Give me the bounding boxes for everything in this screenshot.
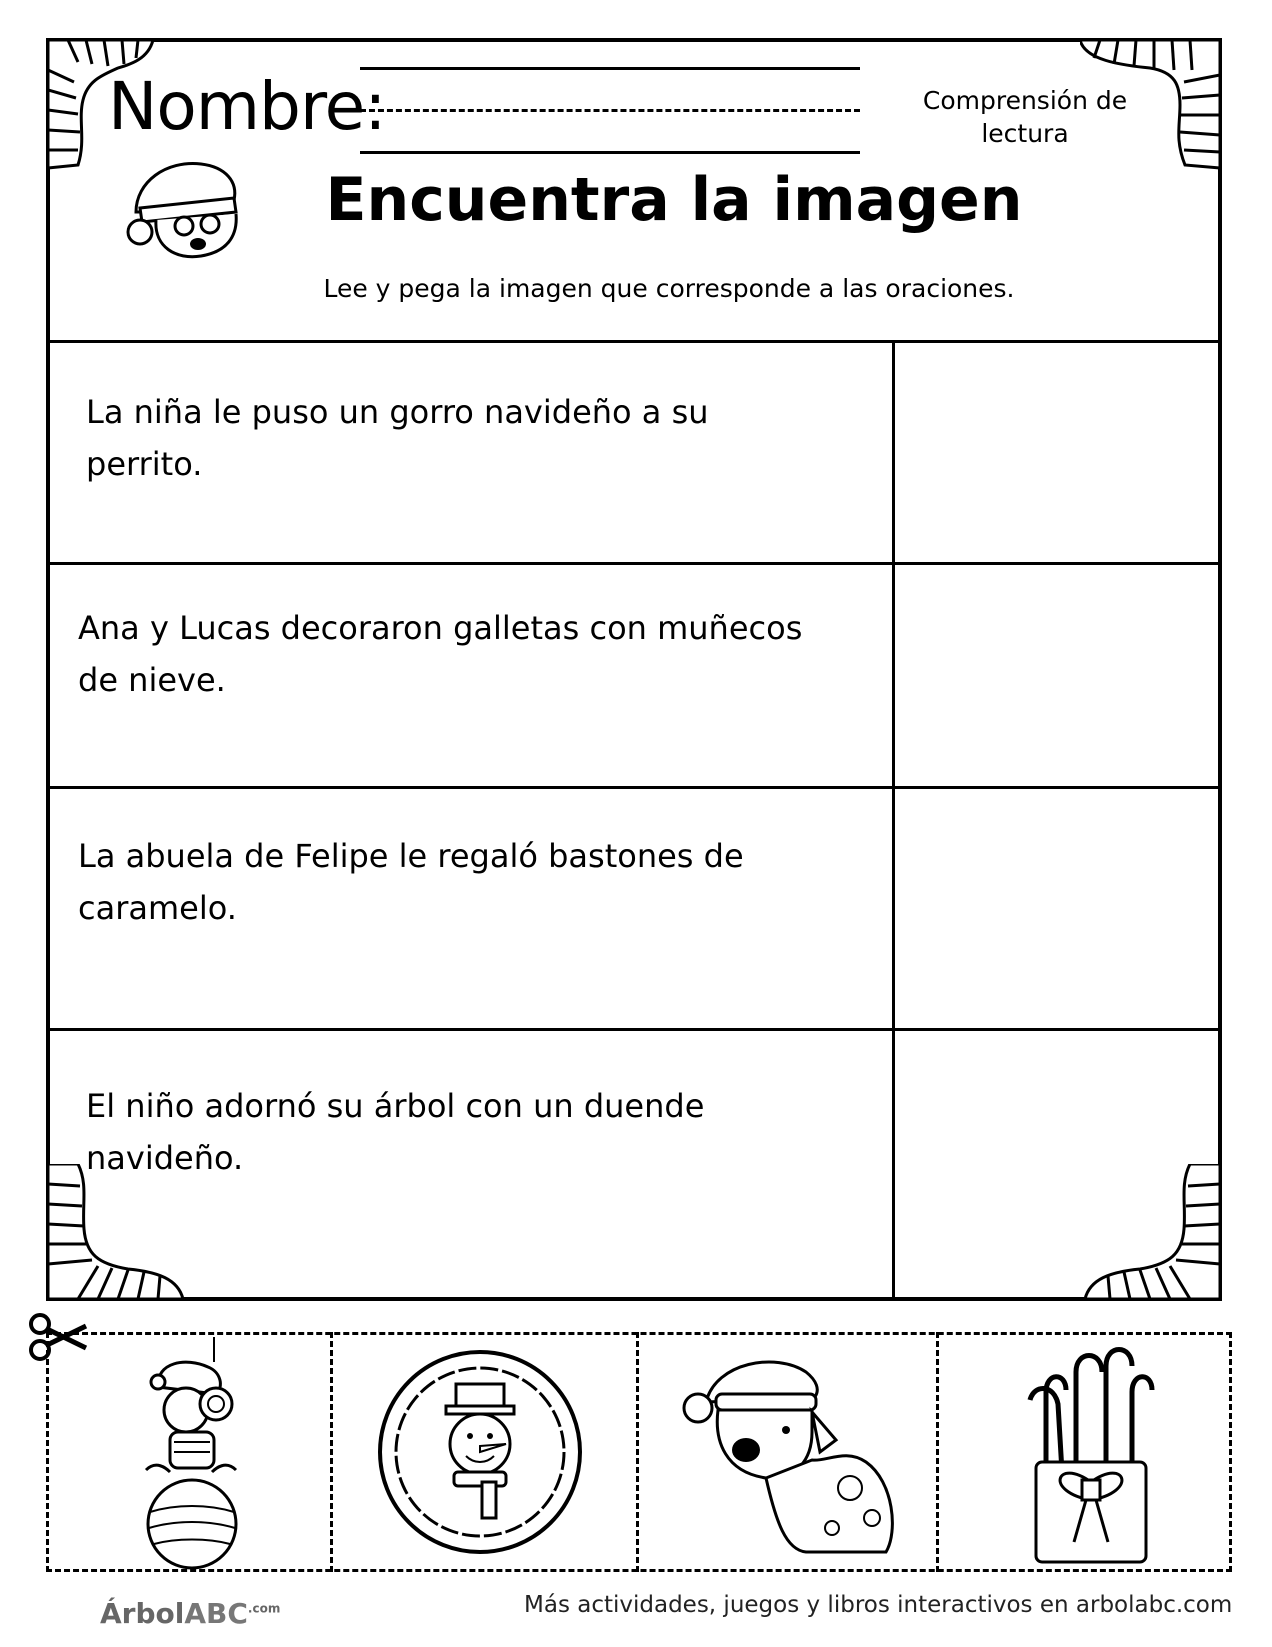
sentence-text: La niña le puso un gorro navideño a su perrito. (86, 393, 709, 483)
instruction-text: Lee y pega la imagen que corresponde a las oraciones. (323, 274, 1015, 303)
sentence-text: Ana y Lucas decoraron galletas con muñecos de nieve. (78, 609, 803, 699)
sentence-row (50, 1028, 1218, 1301)
elf-ornament-icon (46, 1332, 330, 1572)
cutout-card[interactable] (330, 1332, 636, 1572)
cutout-card[interactable] (936, 1332, 1232, 1572)
name-write-line[interactable] (360, 67, 860, 157)
sentence-row (50, 340, 1218, 562)
cutout-card[interactable] (636, 1332, 936, 1572)
sentence-row (50, 562, 1218, 786)
dog-with-santa-hat-icon (636, 1332, 936, 1572)
snowman-cookie-icon (330, 1332, 636, 1572)
footer-text: Más actividades, juegos y libros interactivos en arbolabc.com (524, 1592, 1233, 1618)
sentence-text: El niño adornó su árbol con un duende navideño. (86, 1087, 705, 1177)
sentence-text: La abuela de Felipe le regaló bastones de caramelo. (78, 837, 744, 927)
subject-label: Comprensión de lectura (922, 86, 1128, 148)
worksheet-frame (46, 38, 1222, 1301)
arbolabc-logo: ÁrbolABC$^{.com}$ (100, 1597, 281, 1630)
name-label: Nombre: (108, 68, 386, 145)
candy-canes-jar-icon (936, 1332, 1232, 1572)
sentence-row (50, 786, 1218, 1028)
cutout-strip (46, 1332, 1232, 1572)
cutout-card[interactable] (46, 1332, 330, 1572)
page-title: Encuentra la imagen (325, 165, 1023, 235)
